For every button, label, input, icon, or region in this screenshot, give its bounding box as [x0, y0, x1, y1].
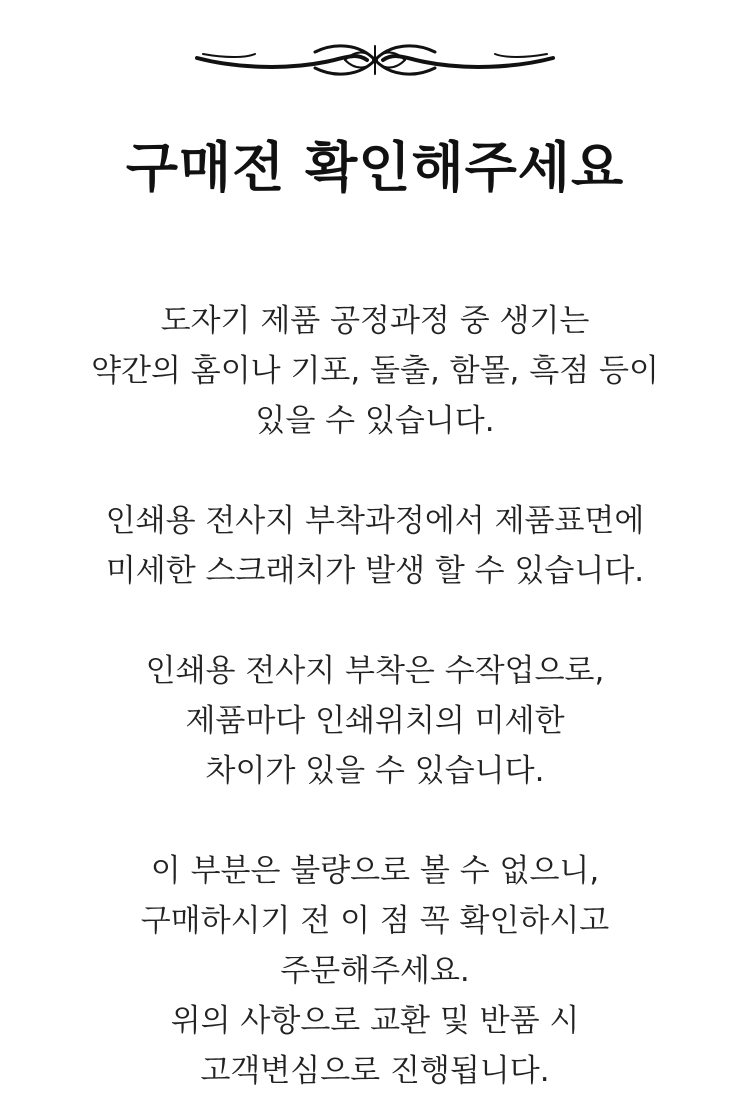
notice-line: 이 부분은 불량으로 볼 수 없으니,: [150, 853, 600, 889]
notice-paragraph-print-position: [0, 646, 750, 796]
notice-paragraph-defects: [0, 296, 750, 446]
notice-paragraph-scratches: [0, 496, 750, 596]
notice-line: 인쇄용 전사지 부착과정에서 제품표면에: [105, 503, 645, 539]
notice-line: 인쇄용 전사지 부착은 수작업으로,: [145, 653, 605, 689]
notice-line: 주문해주세요.: [280, 953, 470, 989]
notice-line: 고객변심으로 진행됩니다.: [200, 1053, 550, 1089]
notice-line: 있을 수 있습니다.: [255, 403, 495, 439]
page-title: 구매전 확인해주세요: [125, 136, 625, 199]
notice-line: 제품마다 인쇄위치의 미세한: [185, 703, 565, 739]
notice-line: 도자기 제품 공정과정 중 생기는: [160, 303, 590, 339]
notice-paragraph-return-policy: [0, 846, 750, 1096]
notice-line: 위의 사항으로 교환 및 반품 시: [170, 1003, 580, 1039]
notice-line: 미세한 스크래치가 발생 할 수 있습니다.: [105, 553, 645, 589]
ornamental-divider-icon: [195, 40, 555, 82]
notice-line: 약간의 홈이나 기포, 돌출, 함몰, 흑점 등이: [91, 353, 659, 389]
notice-line: 차이가 있을 수 있습니다.: [205, 753, 545, 789]
notice-line: 구매하시기 전 이 점 꼭 확인하시고: [140, 903, 610, 939]
